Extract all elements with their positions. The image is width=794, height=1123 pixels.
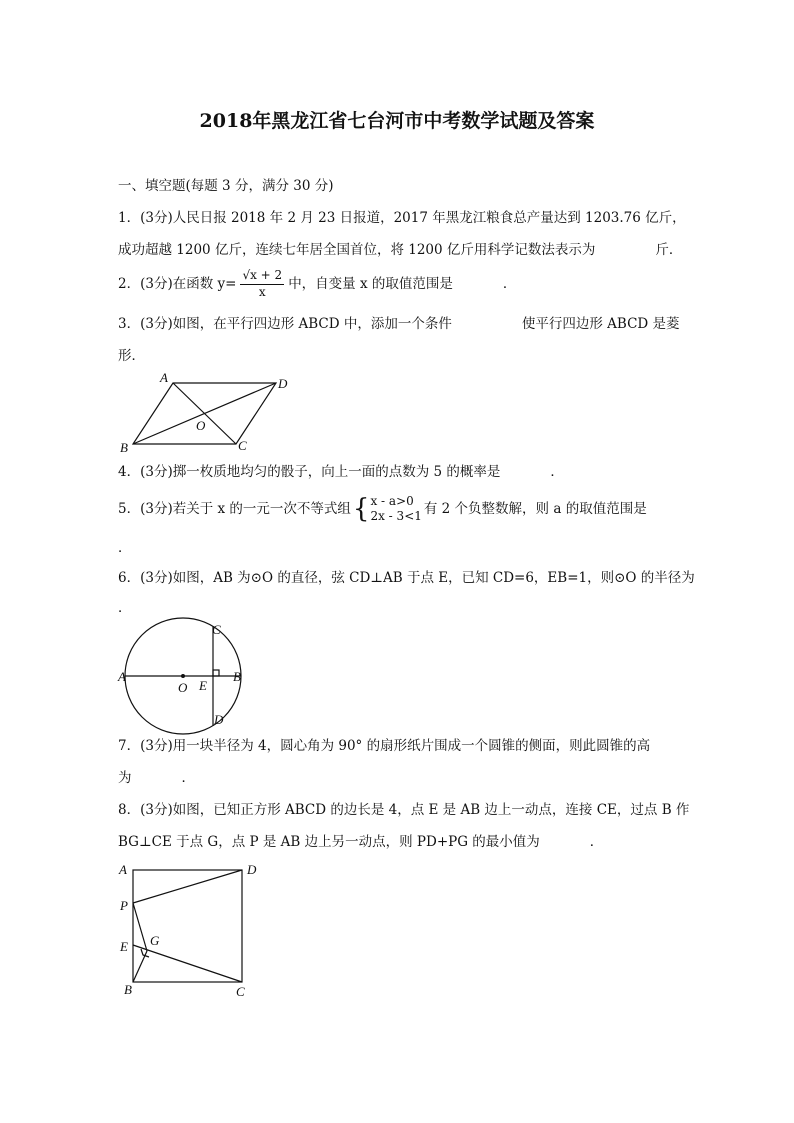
square-figure [133,870,242,982]
q3-text-c: 形． [118,348,145,364]
fig3-label-g: G [150,933,160,948]
q5-inequality-1: x - a>0 [370,494,414,508]
fig2-label-a: A [118,669,126,684]
q6-text: 6．(3分)如图，AB 为⊙O 的直径，弦 CD⊥AB 于点 E，已知 CD=6，EB=1，则⊙O 的半径为 [118,570,695,586]
q5-text-b: 有 2 个负整数解，则 a 的取值范围是 [423,501,647,517]
fig1-label-a: A [160,370,168,385]
fig2-label-d: D [214,712,224,727]
q2-text-b: 中，自变量 x 的取值范围是 [288,276,453,292]
q1-unit: 斤． [655,242,683,258]
q3-text-a: 3．(3分)如图，在平行四边形 ABCD 中，添加一个条件 [118,316,452,332]
fig3-label-c: C [236,984,245,999]
q3-text-b: 使平行四边形 ABCD 是菱 [521,316,680,332]
fig3-label-p: P [120,898,128,913]
q2-numerator: √x + 2 [240,268,284,285]
parallelogram-figure [133,383,276,444]
q5-inequality-system [353,494,422,524]
q5-inequality-2: 2x - 3<1 [370,509,422,523]
q8-text-a: 8．(3分)如图，已知正方形 ABCD 的边长是 4，点 E 是 AB 边上一动点，连接 CE，过点 B 作 [118,802,690,818]
q2-denominator: x [258,285,266,299]
fig2-label-b: B [233,669,241,684]
q7-blank-end: ． [181,770,195,786]
fig3-label-d: D [247,862,257,877]
q4-text: 4．(3分)掷一枚质地均匀的骰子，向上一面的点数为 5 的概率是 [118,464,501,480]
fig1-label-o: O [196,418,206,433]
q7-text-a: 7．(3分)用一块半径为 4，圆心角为 90° 的扇形纸片围成一个圆锥的侧面，则此圆锥的高 [118,738,651,754]
q7-row-2 [118,769,195,787]
q2-blank-end: ． [502,276,517,292]
fig1-label-d: D [278,376,288,391]
fig2-label-e: E [199,678,207,693]
brace-icon: { [352,494,370,524]
q5-blank-end: ． [118,540,132,556]
fig3-label-e: E [120,939,128,954]
q4-row [118,463,564,481]
fig2-label-c: C [212,622,221,637]
q8-text-b: BG⊥CE 于点 G，点 P 是 AB 边上另一动点，则 PD+PG 的最小值为 [118,834,540,850]
fig2-label-o: O [178,680,188,695]
q2-text-a: 2．(3分)在函数 y= [118,276,237,292]
q5-text-a: 5．(3分)若关于 x 的一元一次不等式组 [118,501,351,517]
q1-line2: 成功超越 1200 亿斤，连续七年居全国首位，将 1200 亿斤用科学记数法表示为 [118,242,596,258]
q6-blank-end: ． [118,600,132,616]
q4-blank-end: ． [550,464,564,480]
q1-line1: 1．(3分)人民日报 2018 年 2 月 23 日报道，2017 年黑龙江粮食总产量达到 1203.76 亿斤， [118,210,686,226]
fig3-label-b: B [124,982,132,997]
fig1-label-b: B [120,440,128,455]
section-heading: 一、填空题(每题 3 分，满分 30 分) [118,178,334,194]
fig3-label-a: A [119,862,127,877]
fig1-label-c: C [238,438,247,453]
center-dot [181,674,185,678]
q7-text-b: 为 [118,770,132,786]
q8-blank-end: ． [589,834,604,850]
page-title: 2018年黑龙江省七台河市中考数学试题及答案 [199,110,595,132]
q5-row [118,494,647,524]
q8-row-2 [118,833,603,851]
